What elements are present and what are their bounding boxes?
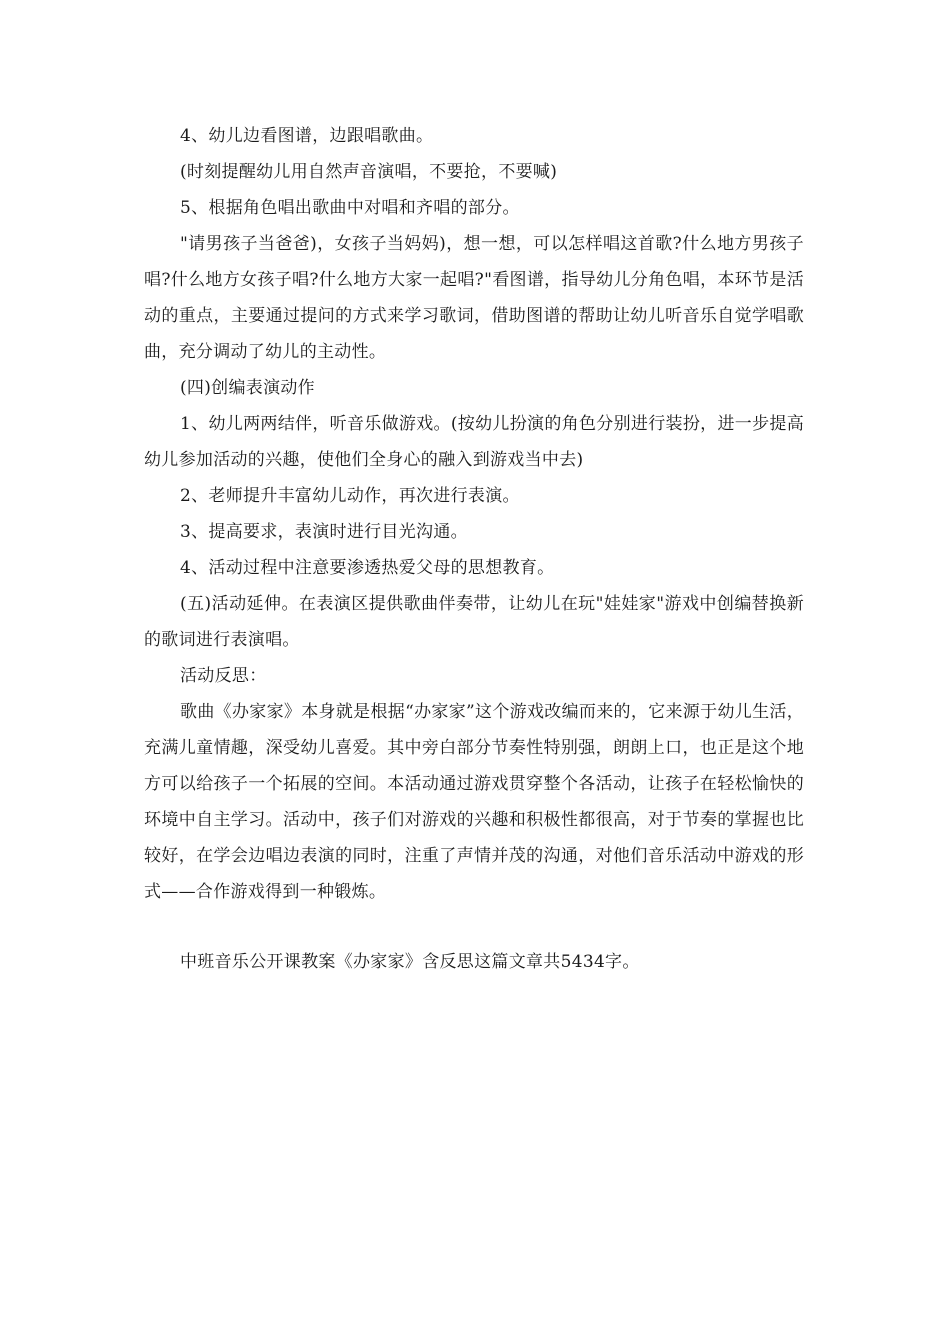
paragraph-step-5: 5、根据角色唱出歌曲中对唱和齐唱的部分。 [180,198,520,218]
section-heading-5: (五)活动延伸。在表演区提供歌曲伴奏带，让幼儿在玩"娃娃家"游戏中创编替换新的歌词进行表演唱。 [144,594,804,650]
paragraph-reflection: 歌曲《办家家》本身就是根据“办家家”这个游戏改编而来的，它来源于幼儿生活，充满儿童情趣，深受幼儿喜爱。其中旁白部分节奏性特别强，朗朗上口，也正是这个地方可以给孩子一个拓展的空间。本活动通过游戏贯穿整个各活动，让孩子在轻松愉快的环境中自主学习。活动中，孩子们对游戏的兴趣和积极性都很高，对于节奏的掌握也比较好，在学会边唱边表演的同时，注重了声情并茂的沟通，对他们音乐活动中游戏的形式——合作游戏得到一种锻炼。 [144,702,804,902]
section-heading-4: (四)创编表演动作 [180,378,315,398]
paragraph-reminder: (时刻提醒幼儿用自然声音演唱，不要抢，不要喊) [180,162,558,182]
paragraph-pair-game: 1、幼儿两两结伴，听音乐做游戏。(按幼儿扮演的角色分别进行装扮，进一步提高幼儿参加活动的兴趣，使他们全身心的融入到游戏当中去) [144,414,804,470]
paragraph-step-4: 4、幼儿边看图谱，边跟唱歌曲。 [180,126,434,146]
paragraph-teacher-actions: 2、老师提升丰富幼儿动作，再次进行表演。 [180,486,520,506]
paragraph-eye-contact: 3、提高要求，表演时进行目光沟通。 [180,522,468,542]
paragraph-parent-love: 4、活动过程中注意要渗透热爱父母的思想教育。 [180,558,555,578]
paragraph-role-singing: "请男孩子当爸爸)，女孩子当妈妈)，想一想，可以怎样唱这首歌?什么地方男孩子唱?什么地方女孩子唱?什么地方大家一起唱?"看图谱，指导幼儿分角色唱，本环节是活动的重点，主要通过提问的方式来学习歌词，借助图谱的帮助让幼儿听音乐自觉学唱歌曲，充分调动了幼儿的主动性。 [144,234,804,362]
document-page [144,118,804,980]
word-count-note: 中班音乐公开课教案《办家家》含反思这篇文章共5434字。 [180,952,640,972]
reflection-heading: 活动反思： [180,666,267,686]
